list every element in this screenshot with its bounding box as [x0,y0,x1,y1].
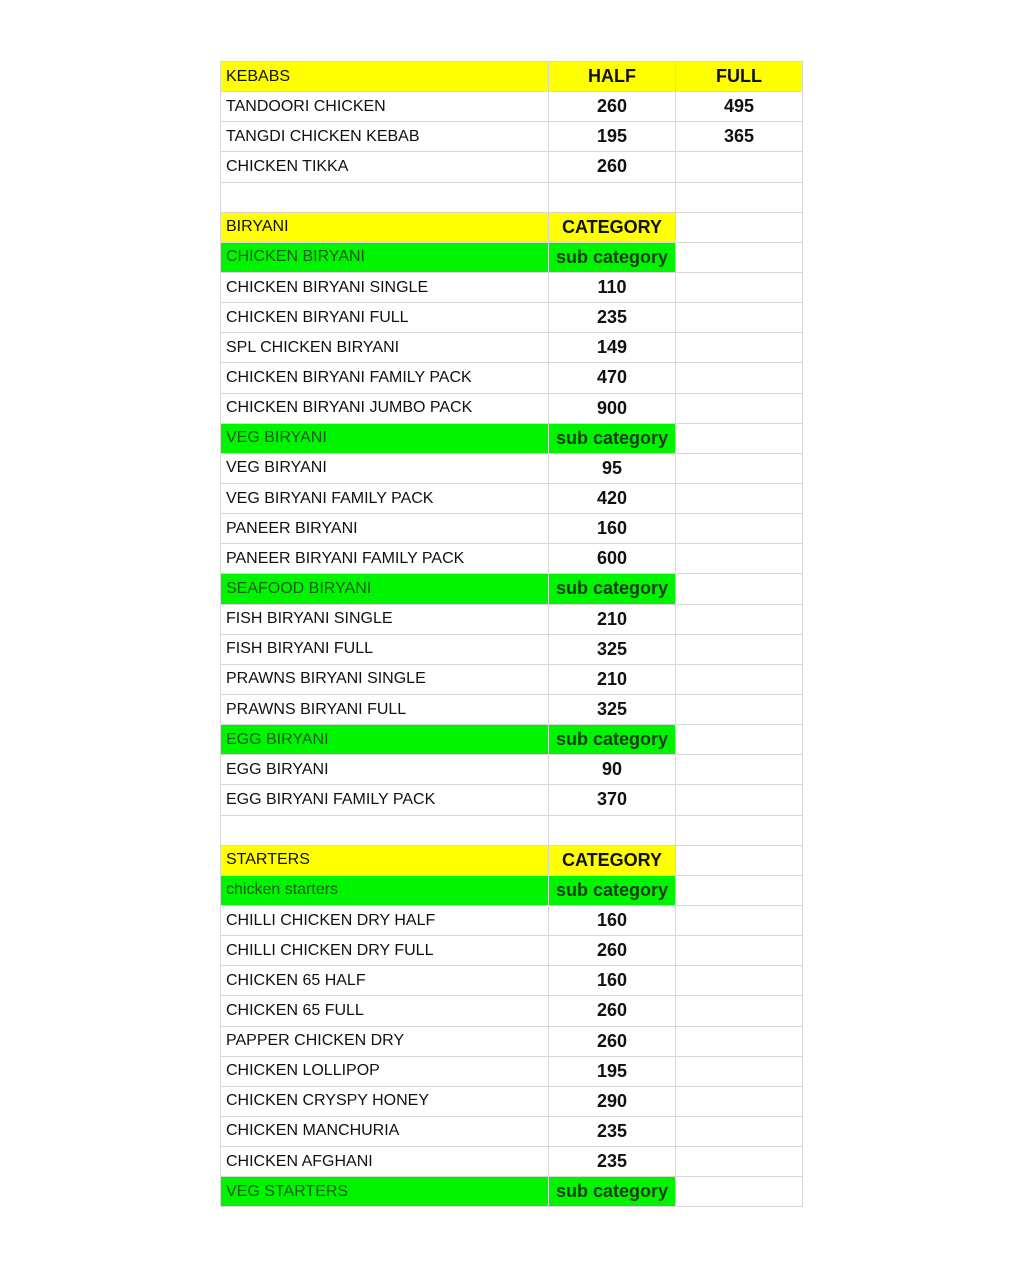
menu-item-row [221,483,803,513]
item-name-cell[interactable]: CHICKEN CRYSPY HONEY [221,1086,549,1116]
item-full-price-cell[interactable] [676,1147,803,1177]
blank-spacer-row [221,815,803,845]
subcategory-name-cell[interactable]: chicken starters [221,875,549,905]
menu-item-row [221,1086,803,1116]
item-price-cell[interactable]: 90 [549,755,676,785]
menu-item-row [221,303,803,333]
empty-cell[interactable] [549,815,676,845]
item-price-cell[interactable]: 370 [549,785,676,815]
item-full-price-cell[interactable] [676,1086,803,1116]
menu-item-row [221,393,803,423]
item-name-cell[interactable]: PANEER BIRYANI [221,514,549,544]
menu-item-row [221,755,803,785]
item-full-price-cell[interactable] [676,694,803,724]
empty-cell[interactable] [676,242,803,272]
item-name-cell[interactable]: TANDOORI CHICKEN [221,92,549,122]
section-name-cell[interactable]: BIRYANI [221,212,549,242]
item-name-cell[interactable]: CHICKEN BIRYANI SINGLE [221,272,549,302]
empty-cell[interactable] [676,725,803,755]
item-price-cell[interactable]: 260 [549,152,676,182]
item-price-cell[interactable]: 235 [549,303,676,333]
item-full-price-cell[interactable] [676,453,803,483]
item-name-cell[interactable]: EGG BIRYANI FAMILY PACK [221,785,549,815]
item-price-cell[interactable]: 260 [549,92,676,122]
menu-item-row [221,905,803,935]
item-name-cell[interactable]: PAPPER CHICKEN DRY [221,1026,549,1056]
empty-cell[interactable] [676,423,803,453]
subcategory-label-cell[interactable]: sub category [549,423,676,453]
empty-cell[interactable] [676,815,803,845]
subcategory-row [221,875,803,905]
item-name-cell[interactable]: CHICKEN MANCHURIA [221,1116,549,1146]
subcategory-row [221,574,803,604]
item-price-cell[interactable]: 110 [549,272,676,302]
menu-item-row [221,1116,803,1146]
item-price-cell[interactable]: 260 [549,936,676,966]
item-name-cell[interactable]: VEG BIRYANI [221,453,549,483]
menu-item-row [221,996,803,1026]
item-price-cell[interactable]: 420 [549,483,676,513]
subcategory-label-cell[interactable]: sub category [549,574,676,604]
item-price-cell[interactable]: 195 [549,1056,676,1086]
item-price-cell[interactable]: 210 [549,664,676,694]
menu-item-row [221,333,803,363]
subcategory-row [221,423,803,453]
item-name-cell[interactable]: PANEER BIRYANI FAMILY PACK [221,544,549,574]
section-name-cell[interactable]: STARTERS [221,845,549,875]
item-price-cell[interactable]: 195 [549,122,676,152]
item-price-cell[interactable]: 900 [549,393,676,423]
item-name-cell[interactable]: TANGDI CHICKEN KEBAB [221,122,549,152]
item-full-price-cell[interactable]: 495 [676,92,803,122]
empty-cell[interactable] [676,574,803,604]
section-col2-header-cell[interactable] [676,212,803,242]
item-price-cell[interactable]: 160 [549,966,676,996]
item-name-cell[interactable]: CHILLI CHICKEN DRY HALF [221,905,549,935]
menu-item-row [221,966,803,996]
item-price-cell[interactable]: 325 [549,634,676,664]
item-full-price-cell[interactable] [676,1026,803,1056]
item-full-price-cell[interactable]: 365 [676,122,803,152]
item-price-cell[interactable]: 325 [549,694,676,724]
item-price-cell[interactable]: 235 [549,1147,676,1177]
item-name-cell[interactable]: FISH BIRYANI FULL [221,634,549,664]
item-name-cell[interactable]: VEG BIRYANI FAMILY PACK [221,483,549,513]
menu-item-row [221,92,803,122]
item-full-price-cell[interactable] [676,303,803,333]
section-col2-header-cell[interactable]: FULL [676,62,803,92]
item-full-price-cell[interactable] [676,966,803,996]
item-full-price-cell[interactable] [676,905,803,935]
item-name-cell[interactable]: SPL CHICKEN BIRYANI [221,333,549,363]
item-full-price-cell[interactable] [676,996,803,1026]
item-price-cell[interactable]: 160 [549,514,676,544]
subcategory-name-cell[interactable]: CHICKEN BIRYANI [221,242,549,272]
item-name-cell[interactable]: CHICKEN LOLLIPOP [221,1056,549,1086]
section-col1-header-cell[interactable]: CATEGORY [549,212,676,242]
item-name-cell[interactable]: PRAWNS BIRYANI SINGLE [221,664,549,694]
item-price-cell[interactable]: 470 [549,363,676,393]
item-name-cell[interactable]: CHICKEN 65 HALF [221,966,549,996]
item-price-cell[interactable]: 95 [549,453,676,483]
item-price-cell[interactable]: 160 [549,905,676,935]
empty-cell[interactable] [221,182,549,212]
subcategory-row [221,1177,803,1207]
section-header-row [221,845,803,875]
item-full-price-cell[interactable] [676,664,803,694]
item-name-cell[interactable]: PRAWNS BIRYANI FULL [221,694,549,724]
item-full-price-cell[interactable] [676,604,803,634]
subcategory-label-cell[interactable]: sub category [549,875,676,905]
empty-cell[interactable] [549,182,676,212]
section-header-row [221,212,803,242]
empty-cell[interactable] [676,1177,803,1207]
subcategory-row [221,725,803,755]
section-col2-header-cell[interactable] [676,845,803,875]
empty-cell[interactable] [676,182,803,212]
section-header-row [221,62,803,92]
menu-item-row [221,122,803,152]
menu-table-body [221,62,803,1207]
subcategory-name-cell[interactable]: VEG STARTERS [221,1177,549,1207]
item-name-cell[interactable]: CHICKEN 65 FULL [221,996,549,1026]
subcategory-label-cell[interactable]: sub category [549,1177,676,1207]
item-full-price-cell[interactable] [676,393,803,423]
item-full-price-cell[interactable] [676,936,803,966]
menu-item-row [221,694,803,724]
item-name-cell[interactable]: CHICKEN BIRYANI FULL [221,303,549,333]
item-name-cell[interactable]: CHILLI CHICKEN DRY FULL [221,936,549,966]
subcategory-label-cell[interactable]: sub category [549,725,676,755]
menu-item-row [221,936,803,966]
item-full-price-cell[interactable] [676,152,803,182]
blank-spacer-row [221,182,803,212]
item-full-price-cell[interactable] [676,483,803,513]
item-price-cell[interactable]: 290 [549,1086,676,1116]
item-name-cell[interactable]: CHICKEN BIRYANI JUMBO PACK [221,393,549,423]
section-col1-header-cell[interactable]: CATEGORY [549,845,676,875]
menu-item-row [221,664,803,694]
menu-item-row [221,634,803,664]
section-name-cell[interactable]: KEBABS [221,62,549,92]
item-price-cell[interactable]: 235 [549,1116,676,1146]
menu-item-row [221,785,803,815]
item-price-cell[interactable]: 210 [549,604,676,634]
subcategory-name-cell[interactable]: EGG BIRYANI [221,725,549,755]
item-full-price-cell[interactable] [676,363,803,393]
item-price-cell[interactable]: 260 [549,1026,676,1056]
menu-item-row [221,272,803,302]
menu-item-row [221,1056,803,1086]
item-full-price-cell[interactable] [676,544,803,574]
item-name-cell[interactable]: CHICKEN AFGHANI [221,1147,549,1177]
empty-cell[interactable] [676,875,803,905]
menu-item-row [221,453,803,483]
subcategory-name-cell[interactable]: VEG BIRYANI [221,423,549,453]
item-full-price-cell[interactable] [676,634,803,664]
item-full-price-cell[interactable] [676,514,803,544]
item-name-cell[interactable]: EGG BIRYANI [221,755,549,785]
menu-item-row [221,363,803,393]
menu-item-row [221,514,803,544]
item-full-price-cell[interactable] [676,755,803,785]
menu-price-sheet [220,61,803,1207]
item-price-cell[interactable]: 149 [549,333,676,363]
item-price-cell[interactable]: 260 [549,996,676,1026]
section-col1-header-cell[interactable]: HALF [549,62,676,92]
subcategory-row [221,242,803,272]
item-full-price-cell[interactable] [676,272,803,302]
menu-item-row [221,1147,803,1177]
item-name-cell[interactable]: CHICKEN TIKKA [221,152,549,182]
empty-cell[interactable] [221,815,549,845]
subcategory-name-cell[interactable]: SEAFOOD BIRYANI [221,574,549,604]
subcategory-label-cell[interactable]: sub category [549,242,676,272]
menu-item-row [221,1026,803,1056]
menu-item-row [221,544,803,574]
menu-item-row [221,604,803,634]
item-full-price-cell[interactable] [676,333,803,363]
item-full-price-cell[interactable] [676,1056,803,1086]
menu-item-row [221,152,803,182]
item-price-cell[interactable]: 600 [549,544,676,574]
item-name-cell[interactable]: FISH BIRYANI SINGLE [221,604,549,634]
item-full-price-cell[interactable] [676,1116,803,1146]
item-full-price-cell[interactable] [676,785,803,815]
item-name-cell[interactable]: CHICKEN BIRYANI FAMILY PACK [221,363,549,393]
